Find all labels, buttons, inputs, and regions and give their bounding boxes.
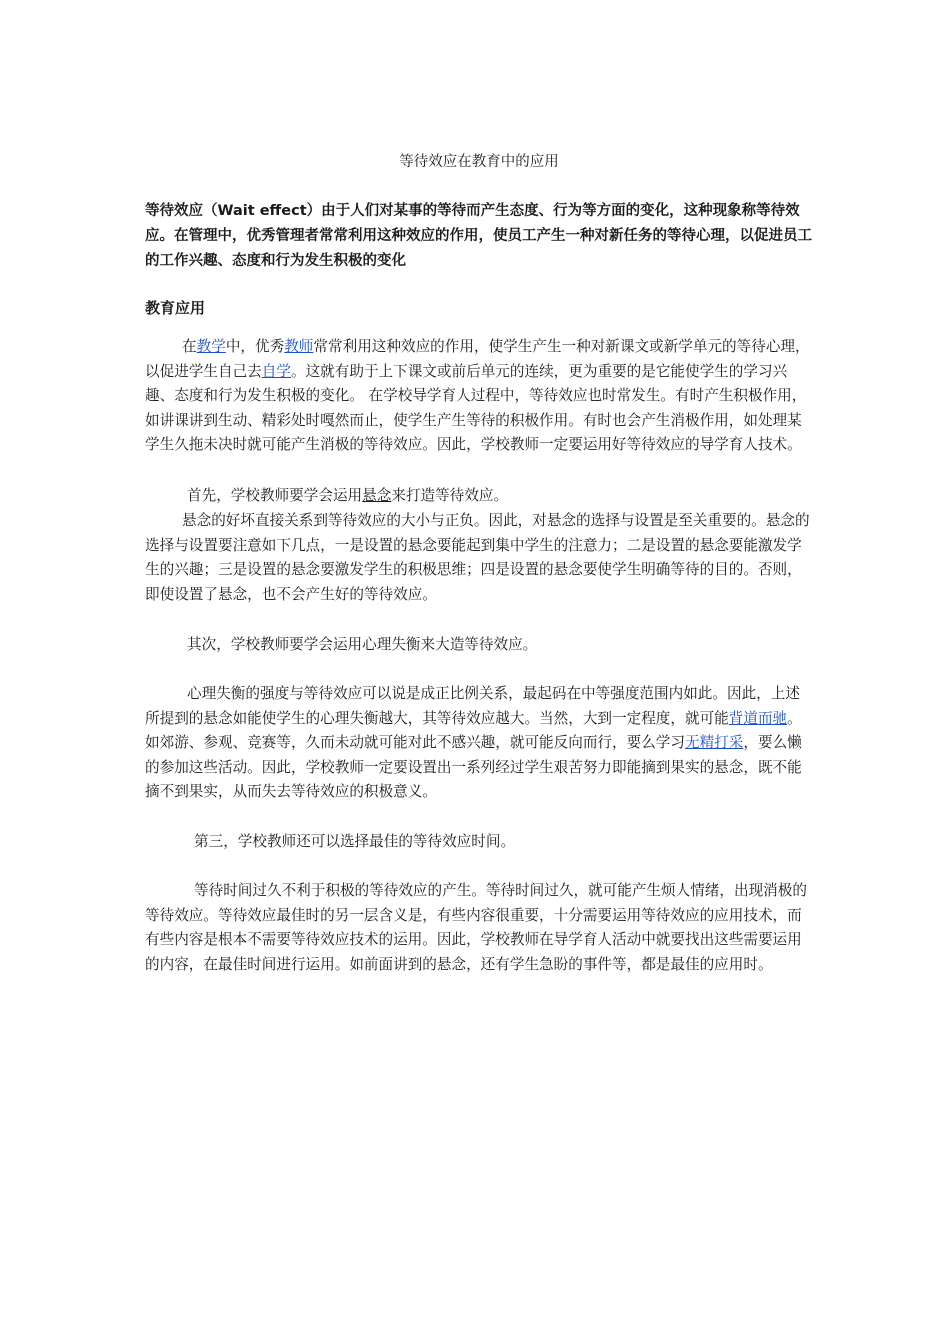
paragraph-1-text-c: 常常利用这种效应的作用，使学生产生一种对新课文或新学单元的等待心理，以促进学生自己去	[145, 338, 810, 380]
paragraph-3-text: 悬念的好坏直接关系到等待效应的大小与正负。因此，对悬念的选择与设置是至关重要的。悬念的选择与设置要注意如下几点，一是设置的悬念要能起到集中学生的注意力；二是设置的悬念要能激发学生的兴趣；三是设置的悬念要激发学生的积极思维；四是设置的悬念要使学生明确等待的目的。否则，即使设置了悬念，也不会产生好的等待效应。	[145, 512, 810, 603]
paragraph-2	[145, 484, 811, 509]
link-self-study[interactable]: 自学	[261, 362, 291, 380]
paragraph-2-text-a: 首先，学校教师要学会运用	[187, 487, 363, 504]
paragraph-6-text: 第三，学校教师还可以选择最佳的等待效应时间。	[194, 833, 516, 850]
link-teacher[interactable]: 教师	[284, 338, 314, 355]
link-listless[interactable]: 无精打采	[684, 734, 744, 752]
paragraph-5-text-a: 心理失衡的强度与等待效应可以说是成正比例关系，最起码在中等强度范围内如此。因此，上述所提到的悬念如能使学生的心理失衡越大，其等待效应越大。当然，大到一定程度，就可能	[145, 685, 800, 727]
link-run-counter[interactable]: 背道而驰	[728, 709, 788, 727]
document-title: 等待效应在教育中的应用	[399, 154, 559, 170]
paragraph-1-text-a: 在	[182, 338, 197, 355]
paragraph-5-text-b: 。如郊游、参观、竞赛等，久而未动就可能对此不感兴趣，就可能反向而行，要么学习	[145, 709, 802, 752]
paragraph-6	[145, 830, 811, 855]
paragraph-7	[145, 879, 811, 977]
paragraph-7-text: 等待时间过久不利于积极的等待效应的产生。等待时间过久，就可能产生烦人情绪，出现消极的等待效应。等待效应最佳时的另一层含义是，有些内容很重要，十分需要运用等待效应的应用技术，而有些内容是根本不需要等待效应技术的运用。因此，学校教师在导学育人活动中就要找出这些需要运用的内容，在最佳时间进行运用。如前面讲到的悬念，还有学生急盼的事件等，都是最佳的应用时。	[145, 882, 807, 973]
paragraph-4-text: 其次，学校教师要学会运用心理失衡来大造等待效应。	[187, 636, 538, 653]
section-heading: 教育应用	[145, 299, 206, 317]
link-teaching[interactable]: 教学	[196, 338, 226, 355]
paragraph-4	[145, 633, 811, 658]
paragraph-1-text-b: 中，优秀	[225, 338, 285, 355]
intro-paragraph: 等待效应（Wait effect）由于人们对某事的等待而产生态度、行为等方面的变化，这种现象称等待效应。在管理中，优秀管理者常常利用这种效应的作用，使员工产生一种对新任务的等待心理，以促进员工的工作兴趣、态度和行为发生积极的变化	[145, 203, 812, 269]
paragraph-3	[145, 509, 811, 607]
paragraph-1	[145, 335, 811, 458]
paragraph-1-text-d: 。这就有助于上下课文或前后单元的连续，更为重要的是它能使学生的学习兴趣、态度和行为发生积极的变化。 在学校导学育人过程中，等待效应也时常发生。有时产生积极作用，如讲课讲到生动、精彩处时嘎然而止，使学生产生等待的积极作用。有时也会产生消极作用，如处理某学生久拖未决时就可能产生消极的等待效应。因此，学校教师一定要运用好等待效应的导学育人技术。	[145, 362, 807, 454]
paragraph-5-text-c: ，要么懒的参加这些活动。因此，学校教师一定要设置出一系列经过学生艰苦努力即能摘到果实的悬念，既不能摘不到果实，从而失去等待效应的积极意义。	[145, 734, 802, 801]
paragraph-5	[145, 682, 811, 805]
paragraph-2-text-b: 来打造等待效应。	[391, 487, 509, 504]
underlined-suspense: 悬念	[362, 487, 392, 504]
